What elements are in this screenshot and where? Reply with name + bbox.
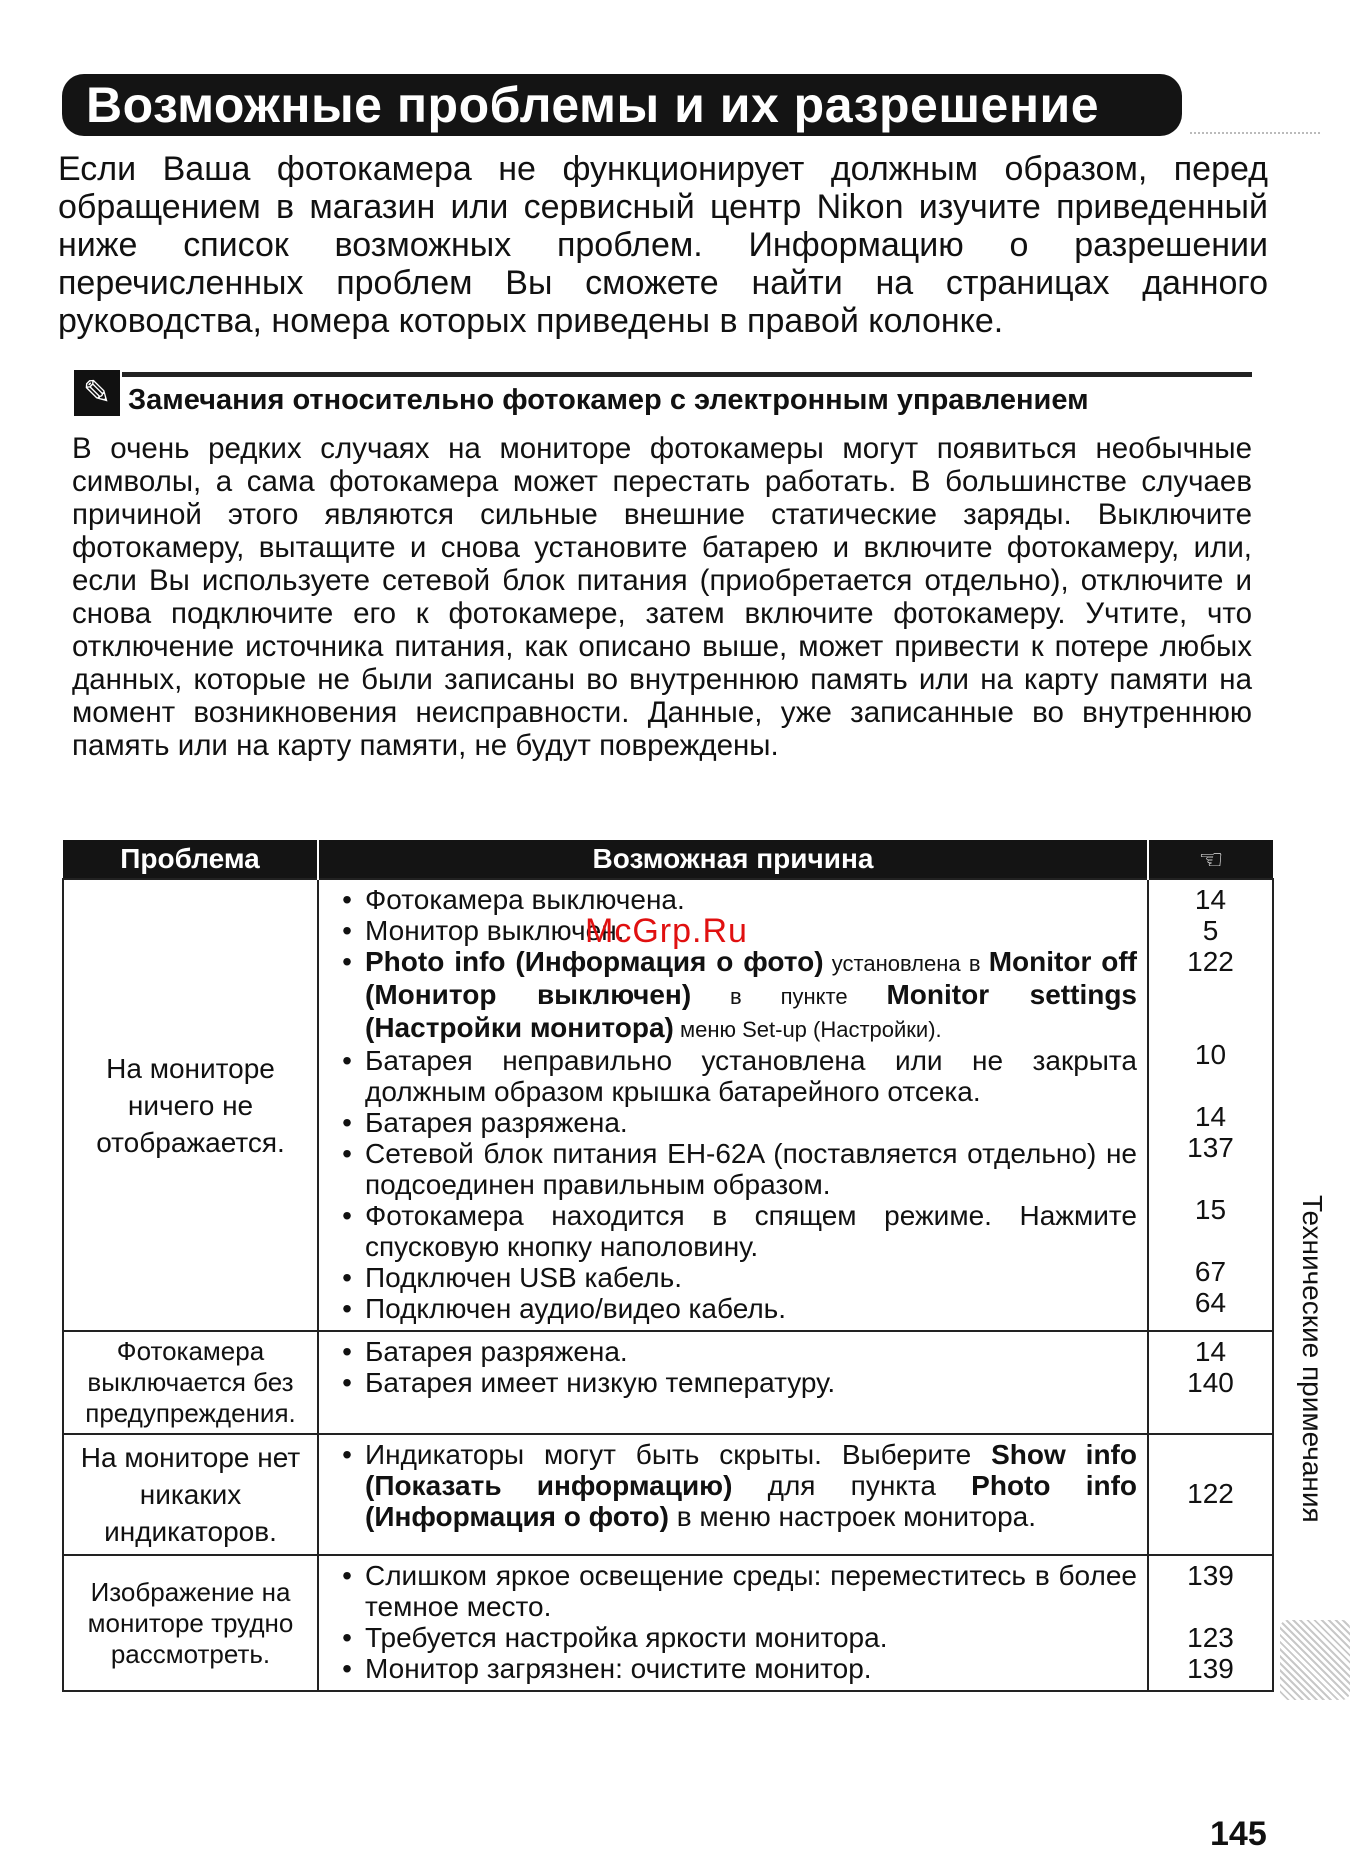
- pages-cell: [1148, 1331, 1273, 1434]
- cause-item: • Монитор загрязнен: очистите монитор.: [342, 1653, 872, 1684]
- page-ref: 64: [1194, 1287, 1227, 1318]
- cause-item: • Индикаторы могут быть скрыты. Выберите Show info (Показать информацию) для пункта Photo info (Информация о фото) в меню настроек монитора.: [342, 1439, 1138, 1532]
- pencil-icon: ✎: [74, 370, 120, 416]
- page-ref: 14: [1194, 884, 1227, 915]
- page-ref: 139: [1187, 1560, 1234, 1591]
- cause-item: • Фотокамера выключена.: [342, 884, 685, 915]
- page-title: Возможные проблемы и их разрешение: [62, 74, 1182, 136]
- page-ref: 122: [1187, 1478, 1234, 1509]
- side-tab-pattern: [1280, 1620, 1350, 1700]
- note-divider: [122, 372, 1252, 377]
- problem-cell: Изображение на мониторе трудно рассмотреть.: [63, 1555, 318, 1691]
- page-ref: 139: [1187, 1653, 1234, 1684]
- cause-item: • Требуется настройка яркости монитора.: [342, 1622, 888, 1653]
- cause-item: • Photo info (Информация о фото) установлена в Monitor off (Монитор выключен) в пункте Monitor settings (Настройки монитора) меню Set-up (Настройки).: [342, 946, 1137, 1043]
- page-ref: 10: [1194, 1039, 1227, 1070]
- cause-item: • Подключен аудио/видео кабель.: [342, 1293, 787, 1324]
- cause-item: • Батарея разряжена.: [342, 1336, 628, 1367]
- pages-cell: [1148, 1555, 1273, 1691]
- causes-cell: [318, 1331, 1148, 1434]
- table-row: [63, 1331, 1273, 1434]
- title-dotted-line: [1190, 132, 1320, 134]
- note-text: В очень редких случаях на мониторе фотокамеры могут появиться необычные символы, а сама фотокамера может перестать работать. В большинстве случаев причиной этого являются сильные внешние статические заряды. Выключите фотокамеру, вытащите и снова установите батарею и включите фотокамеру, или, если Вы используете сетевой блок питания (приобретается отдельно), отключите и снова подключите его к фотокамере, затем включите фотокамеру. Учтите, что отключение источника питания, как описано выше, может привести к потере любых данных, которые не были записаны во внутреннюю память или на карту памяти на момент возникновения неисправности. Данные, уже записанные во внутреннюю память или на карту памяти, не будут повреждены.: [72, 432, 1252, 762]
- cause-item: • Слишком яркое освещение среды: переместитесь в более темное место.: [342, 1560, 1137, 1622]
- note-heading: Замечания относительно фотокамер с электронным управлением: [128, 384, 1089, 416]
- header-problem: Проблема: [63, 840, 318, 879]
- troubleshooting-table: [62, 840, 1274, 1692]
- problem-cell: На мониторе нет никаких индикаторов.: [63, 1434, 318, 1555]
- watermark-text: McGrp.Ru: [585, 912, 748, 950]
- cause-item: • Батарея имеет низкую температуру.: [342, 1367, 836, 1398]
- header-page-icon: ☜: [1148, 840, 1273, 879]
- page-ref: 15: [1194, 1194, 1227, 1225]
- side-tab: [1294, 1195, 1334, 1615]
- cause-item: • Монитор выключен.: [342, 915, 625, 946]
- pages-cell: [1148, 879, 1273, 1331]
- page-ref: 5: [1202, 915, 1219, 946]
- page-number: 145: [1210, 1815, 1267, 1853]
- header-cause: Возможная причина: [318, 840, 1148, 879]
- cause-item: • Подключен USB кабель.: [342, 1262, 682, 1293]
- pages-cell: [1148, 1434, 1273, 1555]
- table-row: [63, 1434, 1273, 1555]
- cause-item: • Батарея разряжена.: [342, 1107, 628, 1138]
- causes-cell: [318, 1555, 1148, 1691]
- problem-cell: Фотокамера выключается без предупреждения.: [63, 1331, 318, 1434]
- page-ref: 137: [1187, 1132, 1234, 1163]
- page-ref: 140: [1187, 1367, 1234, 1398]
- cause-item: • Сетевой блок питания EH-62A (поставляется отдельно) не подсоединен правильным образом.: [342, 1138, 1137, 1200]
- table-header-row: [63, 840, 1273, 879]
- page-ref: 123: [1187, 1622, 1234, 1653]
- page-ref: 122: [1187, 946, 1234, 977]
- cause-item: • Батарея неправильно установлена или не закрыта должным образом крышка батарейного отсека.: [342, 1045, 1137, 1107]
- page-ref: 14: [1194, 1101, 1227, 1132]
- problem-cell: На мониторе ничего не отображается.: [63, 879, 318, 1331]
- table-row: [63, 1555, 1273, 1691]
- causes-cell: [318, 1434, 1148, 1555]
- page-ref: 14: [1194, 1336, 1227, 1367]
- side-tab-label: Технические примечания: [1297, 1195, 1328, 1523]
- page-ref: 67: [1194, 1256, 1227, 1287]
- intro-paragraph: Если Ваша фотокамера не функционирует должным образом, перед обращением в магазин или сервисный центр Nikon изучите приведенный ниже список возможных проблем. Информацию о разрешении перечисленных проблем Вы сможете найти на страницах данного руководства, номера которых приведены в правой колонке.: [58, 150, 1268, 340]
- cause-item: • Фотокамера находится в спящем режиме. Нажмите спусковую кнопку наполовину.: [342, 1200, 1137, 1262]
